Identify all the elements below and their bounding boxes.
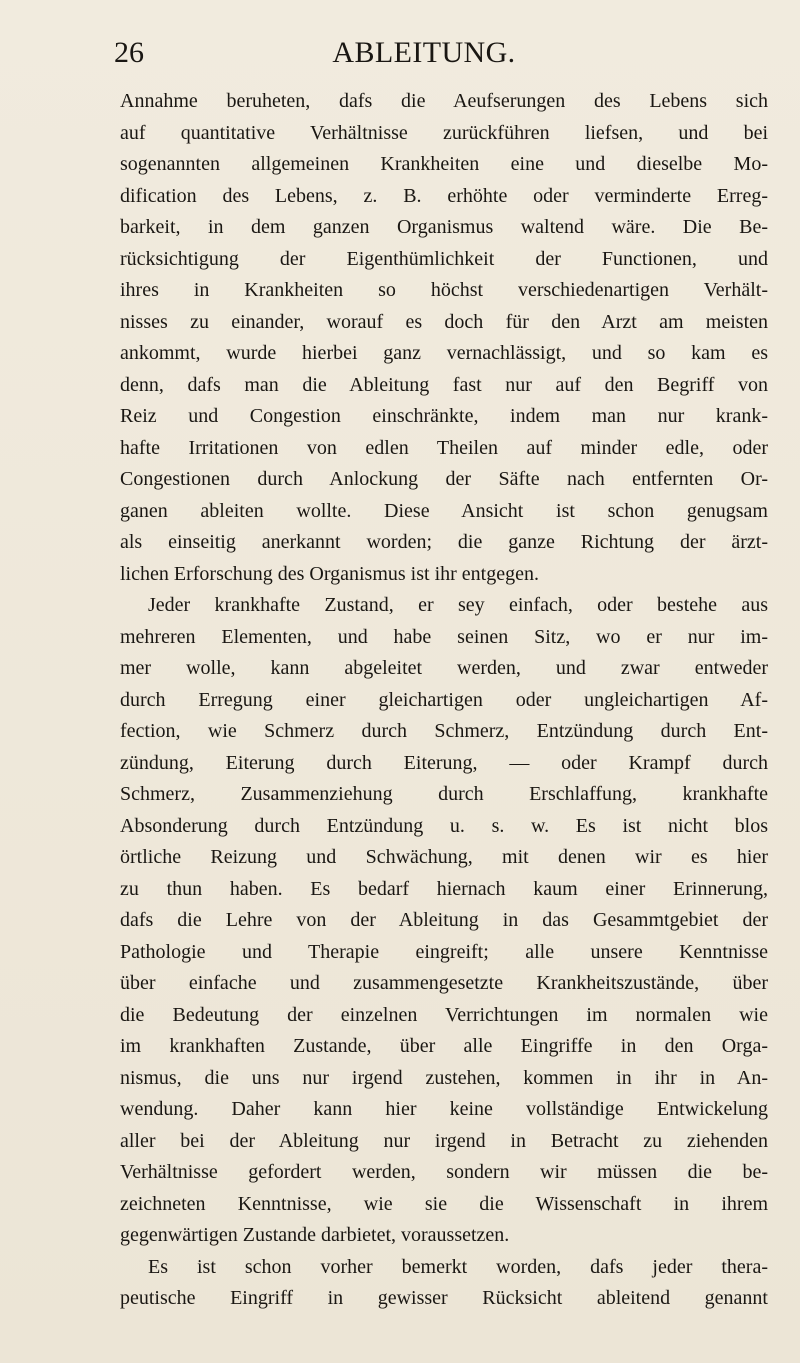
text-line: dification des Lebens, z. B. erhöhte oder verminderte Erreg- xyxy=(120,184,768,207)
text-line: sogenannten allgemeinen Krankheiten eine und dieselbe Mo- xyxy=(120,153,768,175)
text-line: ankommt, wurde hierbei ganz vernachlässigt, und so kam es xyxy=(120,342,768,364)
text-line: zündung, Eiterung durch Eiterung, — oder Krampf durch xyxy=(120,751,768,774)
text-line: über einfache und zusammengesetzte Krankheitszustände, über xyxy=(120,972,768,994)
text-line: peutische Eingriff in gewisser Rücksicht ableitend genannt xyxy=(120,1287,768,1309)
text-line: mer wolle, kann abgeleitet werden, und zwar entweder xyxy=(120,657,768,679)
text-line: denn, dafs man die Ableitung fast nur auf den Begriff von xyxy=(120,373,768,396)
text-line: die Bedeutung der einzelnen Verrichtungen im normalen wie xyxy=(120,1003,768,1026)
text-line: nismus, die uns nur irgend zustehen, kommen in ihr in An- xyxy=(120,1066,768,1089)
text-line: mehreren Elementen, und habe seinen Sitz, wo er nur im- xyxy=(120,625,768,648)
text-line: zu thun haben. Es bedarf hiernach kaum einer Erinnerung, xyxy=(120,877,768,900)
text-line: örtliche Reizung und Schwächung, mit denen wir es hier xyxy=(120,846,768,868)
text-line: zeichneten Kenntnisse, wie sie die Wissenschaft in ihrem xyxy=(120,1192,768,1215)
text-line: Verhältnisse gefordert werden, sondern wir müssen die be- xyxy=(120,1161,768,1183)
text-line: hafte Irritationen von edlen Theilen auf minder edle, oder xyxy=(120,436,768,459)
text-line: Es ist schon vorher bemerkt worden, dafs jeder thera- xyxy=(148,1255,768,1278)
text-line: rücksichtigung der Eigenthümlichkeit der Functionen, und xyxy=(120,247,768,270)
text-line: Pathologie und Therapie eingreift; alle unsere Kenntnisse xyxy=(120,940,768,963)
text-line: wendung. Daher kann hier keine vollständige Entwickelung xyxy=(120,1098,768,1120)
text-line: ihres in Krankheiten so höchst verschiedenartigen Verhält- xyxy=(120,279,768,301)
text-line: im krankhaften Zustande, über alle Eingriffe in den Orga- xyxy=(120,1035,768,1057)
text-line: ganen ableiten wollte. Diese Ansicht ist schon genugsam xyxy=(120,499,768,522)
text-line: durch Erregung einer gleichartigen oder ungleichartigen Af- xyxy=(120,688,768,711)
page-number: 26 xyxy=(114,36,144,69)
text-line: gegenwärtigen Zustande darbietet, voraussetzen. xyxy=(120,1224,510,1246)
text-line: dafs die Lehre von der Ableitung in das Gesammtgebiet der xyxy=(120,909,768,931)
text-line: Congestionen durch Anlockung der Säfte nach entfernten Or- xyxy=(120,468,768,490)
text-line: nisses zu einander, worauf es doch für den Arzt am meisten xyxy=(120,310,768,333)
text-line: als einseitig anerkannt worden; die ganze Richtung der ärzt- xyxy=(120,531,768,553)
text-line: lichen Erforschung des Organismus ist ihr entgegen. xyxy=(120,562,539,585)
text-line: Absonderung durch Entzündung u. s. w. Es ist nicht blos xyxy=(120,814,768,837)
text-line: Reiz und Congestion einschränkte, indem man nur krank- xyxy=(120,405,768,427)
text-line: Schmerz, Zusammenziehung durch Erschlaffung, krankhafte xyxy=(120,783,768,805)
page-header xyxy=(108,26,740,70)
text-line: fection, wie Schmerz durch Schmerz, Entzündung durch Ent- xyxy=(120,720,768,742)
text-line: Annahme beruheten, dafs die Aeufserungen des Lebens sich xyxy=(120,90,768,112)
text-line: aller bei der Ableitung nur irgend in Betracht zu ziehenden xyxy=(120,1129,768,1152)
body-text xyxy=(120,86,768,1315)
text-line: barkeit, in dem ganzen Organismus waltend wäre. Die Be- xyxy=(120,216,768,238)
text-line: auf quantitative Verhältnisse zurückführen liefsen, und bei xyxy=(120,121,768,144)
running-title: ABLEITUNG. xyxy=(332,36,516,69)
text-line: Jeder krankhafte Zustand, er sey einfach, oder bestehe aus xyxy=(148,594,768,616)
